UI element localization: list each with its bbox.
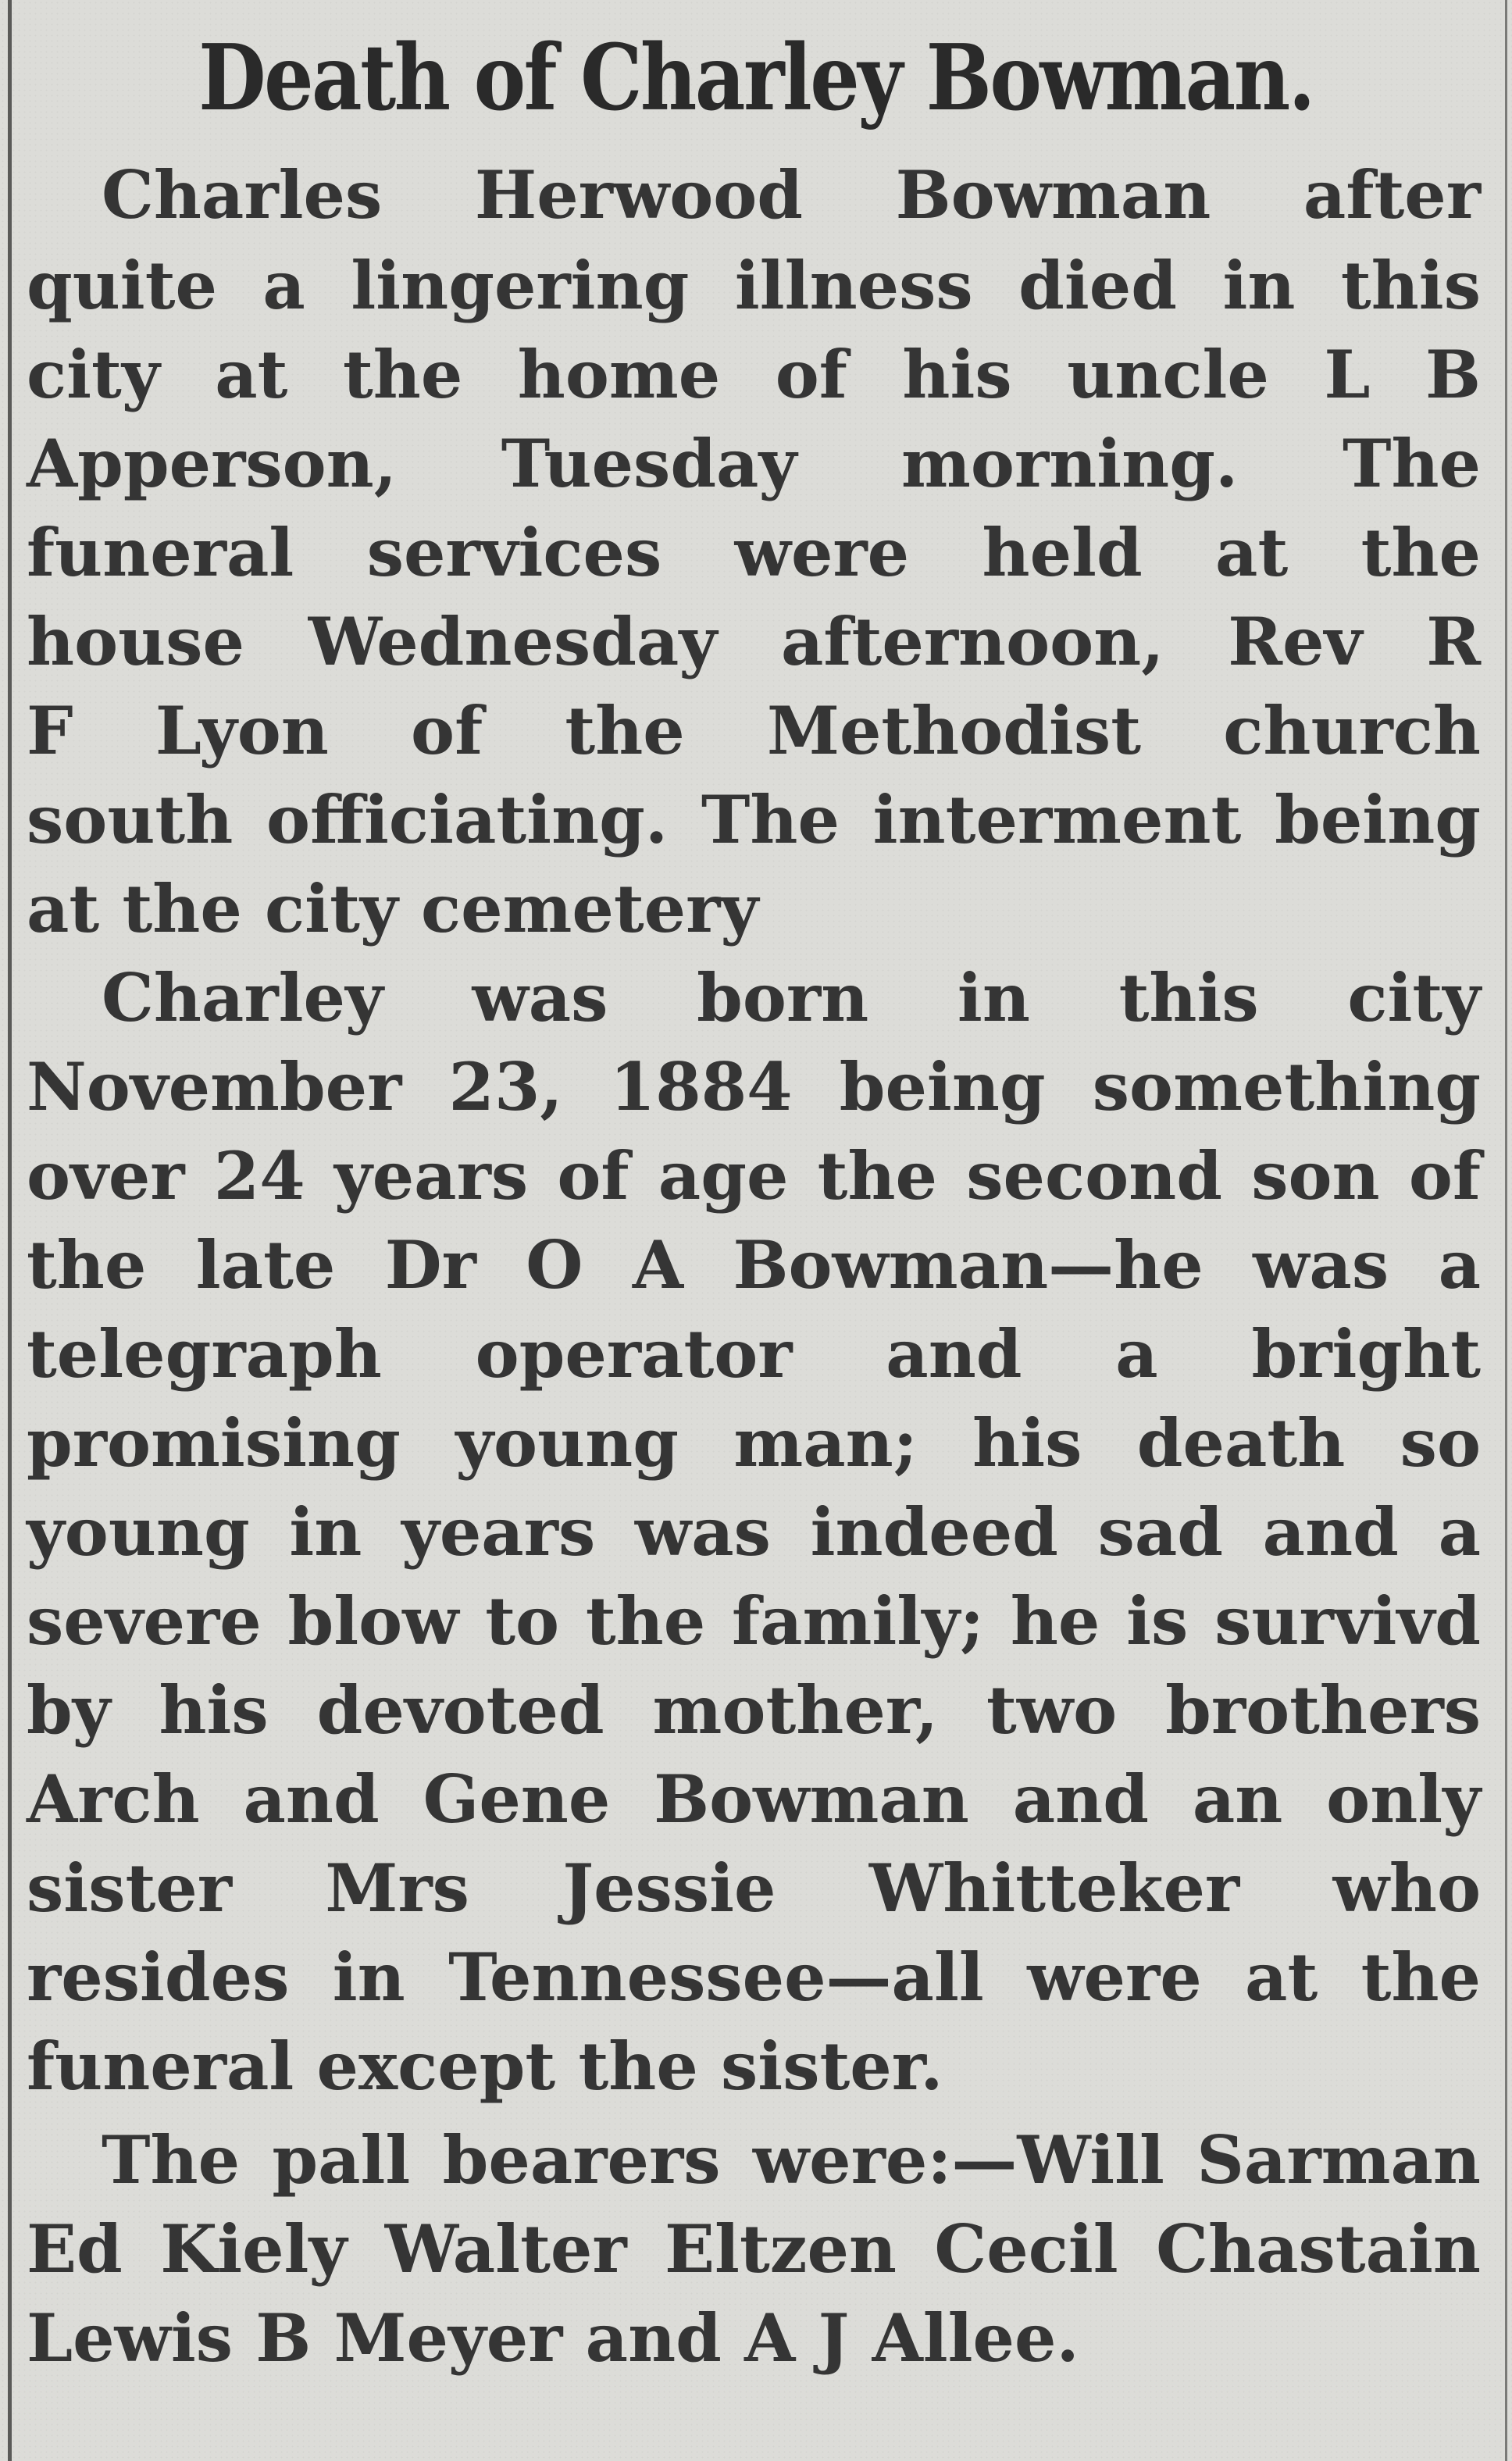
article-line: resides in Tennessee—all were at the bbox=[27, 1938, 1481, 2016]
article-line: The pall bearers were:—Will Sarman bbox=[102, 2121, 1481, 2199]
article-line: by his devoted mother, two brothers bbox=[27, 1671, 1481, 1749]
column-rule-left bbox=[8, 0, 12, 2461]
article-headline: Death of Charley Bowman. bbox=[198, 25, 1314, 131]
article-line: the late Dr O A Bowman—he was a bbox=[27, 1226, 1481, 1304]
article-line: funeral except the sister. bbox=[27, 2028, 943, 2105]
article-line: funeral services were held at the bbox=[27, 514, 1481, 591]
column-rule-right bbox=[1505, 0, 1507, 2461]
article-line: over 24 years of age the second son of bbox=[27, 1137, 1481, 1214]
article-line: at the city cemetery bbox=[27, 870, 759, 947]
article-line: sister Mrs Jessie Whitteker who bbox=[27, 1849, 1481, 1927]
article-line: Arch and Gene Bowman and an only bbox=[27, 1760, 1481, 1838]
article-line: November 23, 1884 being something bbox=[27, 1048, 1481, 1125]
article-line: quite a lingering illness died in this bbox=[27, 247, 1481, 324]
article-line: south officiating. The interment being bbox=[27, 781, 1481, 858]
article-line: telegraph operator and a bright bbox=[27, 1315, 1481, 1393]
article-line: Ed Kiely Walter Eltzen Cecil Chastain bbox=[27, 2210, 1481, 2288]
article-line: Charles Herwood Bowman after bbox=[102, 156, 1481, 234]
article-line: Lewis B Meyer and A J Allee. bbox=[27, 2299, 1079, 2377]
article-line: severe blow to the family; he is survivd bbox=[27, 1582, 1481, 1660]
article-line: young in years was indeed sad and a bbox=[27, 1493, 1481, 1571]
article-line: Apperson, Tuesday morning. The bbox=[27, 425, 1481, 502]
article-line: house Wednesday afternoon, Rev R bbox=[27, 603, 1481, 680]
article-line: F Lyon of the Methodist church bbox=[27, 692, 1481, 769]
article-line: promising young man; his death so bbox=[27, 1404, 1481, 1482]
article-line: city at the home of his uncle L B bbox=[27, 336, 1481, 413]
article-line: Charley was born in this city bbox=[102, 959, 1481, 1036]
